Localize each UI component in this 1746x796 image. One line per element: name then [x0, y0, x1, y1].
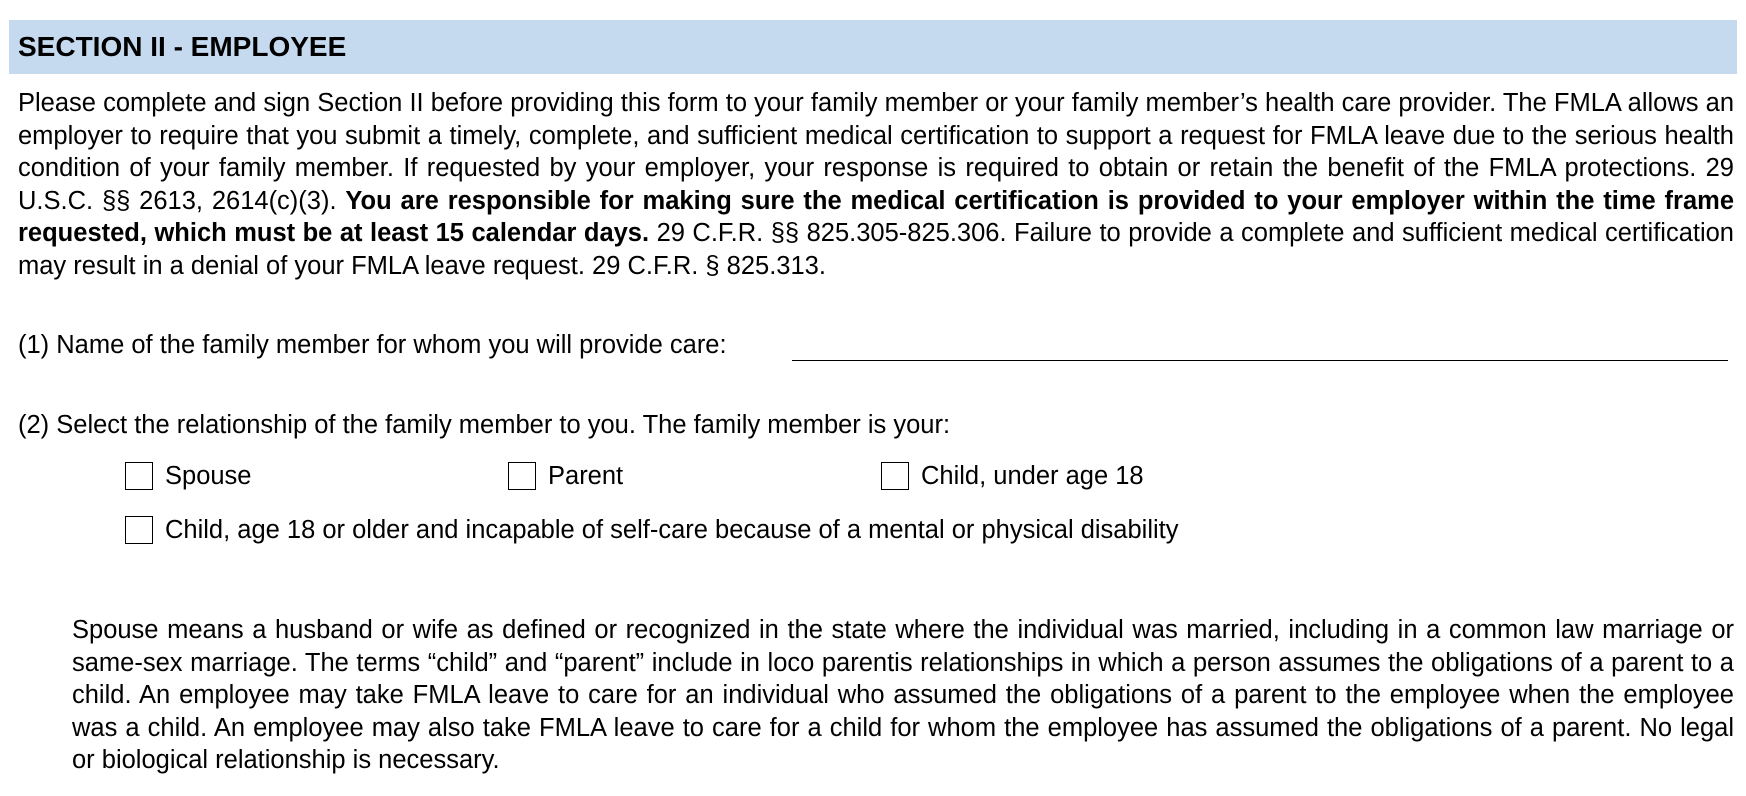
intro-paragraph [18, 87, 1734, 282]
child-under-18-label: Child, under age 18 [921, 462, 1144, 490]
child-under-18-checkbox[interactable] [881, 462, 909, 490]
option-parent[interactable] [508, 460, 623, 492]
question-1-label: (1) Name of the family member for whom you will provide care: [18, 331, 727, 359]
spouse-label: Spouse [165, 462, 252, 490]
spouse-checkbox[interactable] [125, 462, 153, 490]
intro-text-bold: You are responsible for making sure the medical certification is provided to your employer within the time frame requested, which must be at least 15 calendar days. [18, 186, 1734, 247]
option-child-under-18[interactable] [881, 460, 1144, 492]
section-header [9, 20, 1737, 74]
family-member-name-field[interactable] [792, 360, 1728, 361]
option-spouse[interactable] [125, 460, 252, 492]
spouse-definition-paragraph: Spouse means a husband or wife as defined or recognized in the state where the individual was married, including in a common law marriage or same-sex marriage. The terms “child” and “parent” include in loco parentis relationships in which a person assumes the obligations of a parent to a child. An employee may take FMLA leave to care for an individual who assumed the obligations of a parent to the employee when the employee was a child. An employee may also take FMLA leave to care for a child for whom the employee has assumed the obligations of a parent. No legal or biological relationship is necessary. [72, 616, 1734, 774]
child-disabled-checkbox[interactable] [125, 516, 153, 544]
child-disabled-label: Child, age 18 or older and incapable of self-care because of a mental or physical disability [165, 516, 1179, 544]
intro-text-part1: Please complete and sign Section II before providing this form to your family member or your family member’s health care provider. The FMLA allows an employer to require that you submit a timely, complete, and sufficient medical certification to support a request for FMLA leave due to the serious health condition of your family member. If requested by your employer, your response is required to obtain or retain the benefit of the FMLA protections. 29 U.S.C. §§ 2613, 2614(c)(3). [18, 89, 1734, 215]
parent-label: Parent [548, 462, 624, 490]
intro-text-part2: 29 C.F.R. §§ 825.305-825.306. Failure to provide a complete and sufficient medical certification may result in a denial of your FMLA leave request. 29 C.F.R. § 825.313. [18, 219, 1734, 280]
parent-checkbox[interactable] [508, 462, 536, 490]
question-2-label: (2) Select the relationship of the family member to you. The family member is your: [18, 411, 951, 439]
section-title: SECTION II - EMPLOYEE [18, 31, 347, 62]
option-child-disabled[interactable] [125, 514, 1179, 546]
